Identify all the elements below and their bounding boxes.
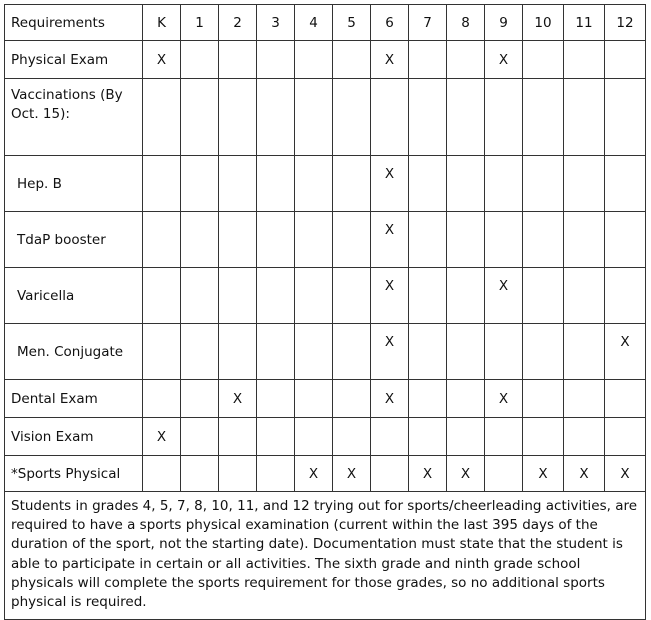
mark-cell [257, 79, 295, 156]
mark-cell [523, 79, 564, 156]
mark-cell: X [219, 380, 257, 418]
row-men-conjugate [5, 324, 646, 380]
row-label: Vision Exam [5, 418, 143, 456]
mark-cell [564, 41, 605, 79]
mark-cell [333, 156, 371, 212]
mark-cell: X [295, 456, 333, 492]
mark-cell [143, 324, 181, 380]
mark-cell [257, 268, 295, 324]
mark-cell [257, 324, 295, 380]
requirements-table [4, 4, 646, 620]
mark-cell [485, 156, 523, 212]
mark-cell [181, 418, 219, 456]
mark-cell [181, 79, 219, 156]
mark-cell: X [409, 456, 447, 492]
mark-cell [219, 418, 257, 456]
mark-cell [181, 456, 219, 492]
mark-cell [523, 41, 564, 79]
mark-cell [523, 418, 564, 456]
row-dental-exam [5, 380, 646, 418]
mark-cell [143, 79, 181, 156]
mark-cell: X [447, 456, 485, 492]
mark-cell [295, 268, 333, 324]
mark-cell [447, 418, 485, 456]
mark-cell [333, 268, 371, 324]
mark-cell [485, 79, 523, 156]
mark-cell [181, 268, 219, 324]
mark-cell [447, 79, 485, 156]
mark-cell [409, 418, 447, 456]
mark-cell [333, 41, 371, 79]
mark-cell [523, 268, 564, 324]
mark-cell [564, 324, 605, 380]
mark-cell [523, 156, 564, 212]
mark-cell [333, 212, 371, 268]
mark-cell: X [371, 156, 409, 212]
mark-cell [181, 380, 219, 418]
mark-cell [181, 156, 219, 212]
mark-cell [143, 268, 181, 324]
row-label: Physical Exam [5, 41, 143, 79]
mark-cell [219, 212, 257, 268]
mark-cell [409, 324, 447, 380]
row-label: Varicella [5, 268, 143, 324]
grade-header-7: 7 [409, 5, 447, 41]
mark-cell: X [485, 268, 523, 324]
mark-cell [295, 324, 333, 380]
mark-cell [181, 324, 219, 380]
mark-cell [447, 380, 485, 418]
mark-cell [523, 324, 564, 380]
row-label: Men. Conjugate [5, 324, 143, 380]
grade-header-k: K [143, 5, 181, 41]
mark-cell [605, 380, 646, 418]
mark-cell [447, 324, 485, 380]
mark-cell [295, 79, 333, 156]
mark-cell [564, 418, 605, 456]
mark-cell [564, 212, 605, 268]
mark-cell [257, 212, 295, 268]
mark-cell: X [371, 41, 409, 79]
mark-cell [485, 324, 523, 380]
row-varicella [5, 268, 646, 324]
grade-header-1: 1 [181, 5, 219, 41]
header-row [5, 5, 646, 41]
mark-cell: X [333, 456, 371, 492]
grade-header-5: 5 [333, 5, 371, 41]
mark-cell [219, 324, 257, 380]
mark-cell [257, 41, 295, 79]
mark-cell [409, 268, 447, 324]
mark-cell [605, 79, 646, 156]
mark-cell [257, 380, 295, 418]
mark-cell [295, 212, 333, 268]
mark-cell [447, 156, 485, 212]
mark-cell [219, 456, 257, 492]
mark-cell: X [564, 456, 605, 492]
mark-cell [605, 156, 646, 212]
mark-cell: X [485, 41, 523, 79]
mark-cell: X [523, 456, 564, 492]
mark-cell: X [143, 418, 181, 456]
mark-cell [371, 79, 409, 156]
mark-cell [333, 380, 371, 418]
mark-cell [257, 156, 295, 212]
mark-cell [181, 212, 219, 268]
row-label: TdaP booster [5, 212, 143, 268]
mark-cell [605, 268, 646, 324]
mark-cell: X [371, 212, 409, 268]
row-vision-exam [5, 418, 646, 456]
mark-cell [409, 380, 447, 418]
row-label: Hep. B [5, 156, 143, 212]
mark-cell [143, 380, 181, 418]
mark-cell: X [605, 324, 646, 380]
grade-header-12: 12 [605, 5, 646, 41]
mark-cell [605, 212, 646, 268]
mark-cell [564, 380, 605, 418]
mark-cell [409, 79, 447, 156]
row-sports-physical [5, 456, 646, 492]
mark-cell [219, 79, 257, 156]
mark-cell: X [371, 324, 409, 380]
mark-cell: X [143, 41, 181, 79]
mark-cell [371, 418, 409, 456]
mark-cell [333, 79, 371, 156]
mark-cell [295, 41, 333, 79]
grade-header-2: 2 [219, 5, 257, 41]
sports-physical-note: Students in grades 4, 5, 7, 8, 10, 11, and 12 trying out for sports/cheerleading activities, are required to have a sports physical examination (current within the last 395 days of the duration of the sport, not the starting date). Documentation must state that the student is able to participate in certain or all activities. The sixth grade and ninth grade school physicals will complete the sports requirement for those grades, so no additional sports physical is required. [5, 492, 646, 620]
mark-cell [257, 456, 295, 492]
mark-cell [295, 418, 333, 456]
mark-cell [523, 380, 564, 418]
mark-cell [219, 41, 257, 79]
row-label: Vaccinations (By Oct. 15): [5, 79, 143, 156]
mark-cell [447, 268, 485, 324]
mark-cell [605, 41, 646, 79]
mark-cell: X [371, 380, 409, 418]
mark-cell [409, 156, 447, 212]
mark-cell [219, 268, 257, 324]
mark-cell [143, 456, 181, 492]
mark-cell [143, 212, 181, 268]
mark-cell [257, 418, 295, 456]
mark-cell [409, 212, 447, 268]
mark-cell: X [371, 268, 409, 324]
mark-cell [564, 268, 605, 324]
mark-cell [523, 212, 564, 268]
mark-cell [485, 212, 523, 268]
row-vaccinations [5, 79, 646, 156]
row-hep-b [5, 156, 646, 212]
mark-cell [295, 156, 333, 212]
requirements-header: Requirements [5, 5, 143, 41]
mark-cell [371, 456, 409, 492]
grade-header-6: 6 [371, 5, 409, 41]
mark-cell [409, 41, 447, 79]
grade-header-10: 10 [523, 5, 564, 41]
note-row [5, 492, 646, 620]
mark-cell [447, 212, 485, 268]
mark-cell [564, 156, 605, 212]
mark-cell: X [485, 380, 523, 418]
grade-header-9: 9 [485, 5, 523, 41]
mark-cell [181, 41, 219, 79]
mark-cell [447, 41, 485, 79]
mark-cell [333, 418, 371, 456]
grade-header-4: 4 [295, 5, 333, 41]
row-physical-exam [5, 41, 646, 79]
mark-cell [143, 156, 181, 212]
grade-header-3: 3 [257, 5, 295, 41]
mark-cell [485, 456, 523, 492]
row-tdap-booster [5, 212, 646, 268]
mark-cell [333, 324, 371, 380]
grade-header-11: 11 [564, 5, 605, 41]
row-label: Dental Exam [5, 380, 143, 418]
grade-header-8: 8 [447, 5, 485, 41]
mark-cell [564, 79, 605, 156]
mark-cell: X [605, 456, 646, 492]
mark-cell [605, 418, 646, 456]
mark-cell [219, 156, 257, 212]
row-label: *Sports Physical [5, 456, 143, 492]
mark-cell [485, 418, 523, 456]
mark-cell [295, 380, 333, 418]
